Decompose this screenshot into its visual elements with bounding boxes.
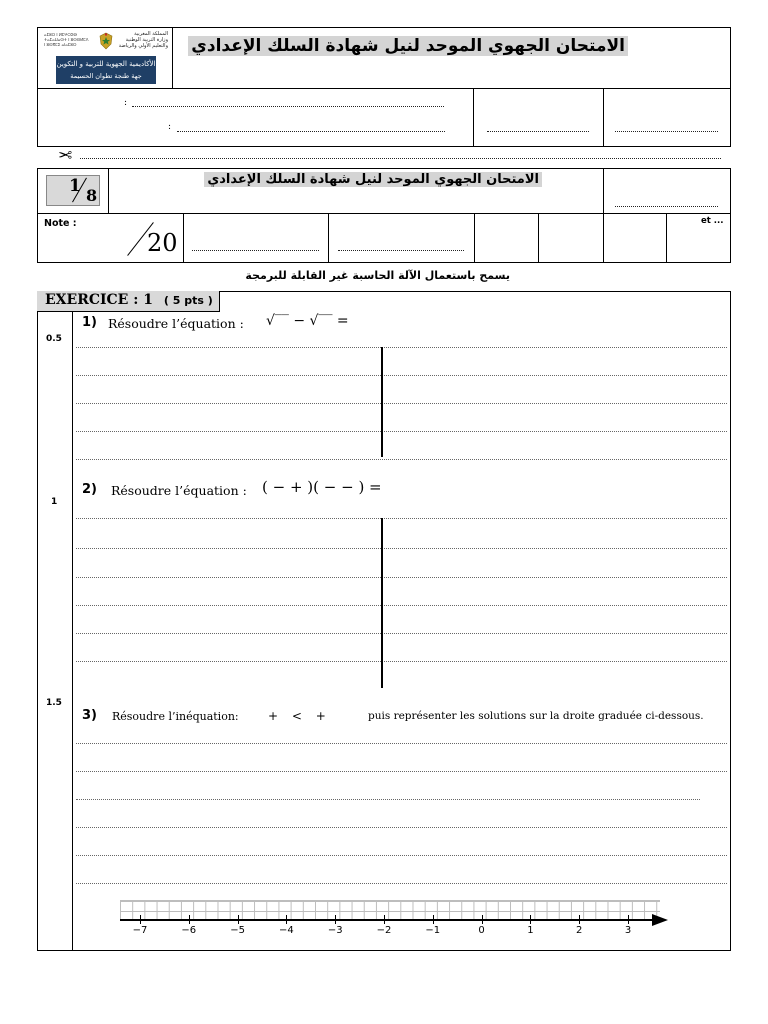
exercise-title-text: EXERCICE : 1	[45, 292, 154, 308]
answer-line	[76, 743, 727, 744]
exam-title-top-text: الامتحان الجهوي الموحد لنيل شهادة السلك الإعدادي	[188, 36, 628, 56]
ministry-logo	[42, 30, 168, 86]
colon-1: :	[124, 98, 128, 108]
note-denominator: 20	[147, 229, 178, 257]
q3-text-after: puis représenter les solutions sur la droite graduée ci-dessous.	[368, 710, 704, 722]
q2-number: 2)	[82, 482, 97, 497]
number-line-label: 1	[527, 925, 534, 936]
note-cell-divider-4	[538, 213, 539, 263]
number-line-label: −1	[425, 925, 441, 936]
answer-line	[76, 605, 727, 606]
page-number-divider	[108, 168, 109, 213]
number-line-tick	[238, 915, 239, 924]
exam-title-second	[204, 170, 542, 190]
number-line-label: 2	[576, 925, 583, 936]
signature-line-2	[338, 250, 464, 251]
note-cell-divider-1	[183, 213, 184, 263]
logo-text-left: ⴰⵎⵓⵔ ⵏ ⵍⵎⵖⵔⵉⴱ ⵜⴰⵎⴰⵡⴰⵙⵜ ⵏ ⵓⵙⵙⵍⵎⴷ ⵏ ⵓⵙⴳⵎⵉ ⴰⵏⴰⵎⵓⵔ	[44, 32, 89, 47]
note-cell-divider-5	[603, 213, 604, 263]
note-cell-divider-2	[328, 213, 329, 263]
number-line-tick	[628, 915, 629, 924]
number-line-tick	[579, 915, 580, 924]
q3-text: Résoudre l’inéquation:	[112, 710, 239, 723]
number-line-tick	[140, 915, 141, 924]
second-header-right-line	[615, 206, 718, 207]
academy-banner	[56, 56, 156, 84]
number-line-tick	[189, 915, 190, 924]
signature-line-1	[192, 250, 319, 251]
exercise-box	[37, 291, 731, 951]
number-line-label: −7	[132, 925, 148, 936]
academy-region: جهة طنجة تطوان الحسيمة	[70, 72, 142, 80]
emblem-icon	[98, 32, 114, 50]
answer-line	[76, 577, 727, 578]
title-right-divider	[603, 168, 604, 213]
q1-answer-divider	[381, 347, 383, 457]
answer-line	[76, 661, 727, 662]
logo-text-right	[118, 31, 168, 49]
logo-line-2: وزارة التربية الوطنية	[125, 37, 168, 43]
colon-2: :	[168, 122, 172, 132]
q2-formula: ( − + )( − − ) =	[262, 478, 382, 496]
page-total: 8	[86, 186, 98, 205]
exam-number-line	[487, 131, 589, 132]
score-column-divider	[72, 312, 73, 951]
score-q2: 1	[51, 497, 58, 507]
logo-divider	[172, 27, 173, 88]
candidate-info-line	[177, 131, 445, 132]
q1-text: Résoudre l’équation :	[108, 316, 244, 331]
header-cell-divider-1	[473, 88, 474, 147]
logo-line-1: المملكة المغربية	[134, 31, 168, 37]
answer-line	[76, 771, 727, 772]
score-q1: 0.5	[46, 334, 62, 344]
note-label: Note :	[44, 218, 77, 229]
et-label: et ...	[701, 216, 724, 226]
arrow-right-icon	[652, 914, 668, 926]
cut-line	[80, 158, 721, 159]
q3-formula: + < +	[268, 709, 326, 723]
second-header-divider	[37, 213, 731, 214]
exam-room-line	[615, 131, 718, 132]
score-q3: 1.5	[46, 698, 62, 708]
number-line	[120, 900, 680, 940]
answer-line	[76, 518, 727, 519]
exercise-title	[45, 292, 213, 308]
candidate-name-line	[132, 106, 444, 107]
answer-line	[76, 347, 727, 348]
exam-title-top	[188, 33, 628, 59]
exercise-points: ( 5 pts )	[163, 294, 213, 307]
answer-line	[76, 883, 727, 884]
number-line-tick	[530, 915, 531, 924]
page-number: 1	[69, 176, 81, 196]
answer-line	[76, 799, 700, 800]
calculator-notice: يسمح باستعمال الآلة الحاسبة غير القابلة للبرمجة	[245, 269, 510, 282]
note-cell-divider-3	[474, 213, 475, 263]
number-line-label: −2	[376, 925, 392, 936]
q2-text: Résoudre l’équation :	[111, 483, 247, 498]
number-line-label: 3	[624, 925, 632, 936]
academy-name: الأكاديمية الجهوية للتربية و التكوين	[56, 60, 156, 68]
number-line-label: −6	[181, 925, 197, 936]
number-line-tick	[286, 915, 287, 924]
answer-line	[76, 431, 727, 432]
top-header-divider	[37, 88, 731, 89]
logo-line-3: والتعليم الأولي والرياضة	[118, 43, 168, 49]
scissors-icon: ✂	[58, 146, 73, 166]
number-line-label: −3	[327, 925, 343, 936]
answer-line	[76, 633, 727, 634]
number-line-label: 0	[478, 925, 485, 936]
answer-line	[76, 548, 727, 549]
header-cell-divider-2	[603, 88, 604, 147]
answer-line	[76, 375, 727, 376]
number-line-tick	[433, 915, 434, 924]
number-line-tick	[384, 915, 385, 924]
q3-number: 3)	[82, 708, 97, 723]
answer-line	[76, 459, 727, 460]
number-line-label: −4	[279, 925, 294, 936]
answer-line	[76, 403, 727, 404]
answer-line	[76, 827, 727, 828]
exam-title-second-text: الامتحان الجهوي الموحد لنيل شهادة السلك الإعدادي	[204, 172, 542, 187]
number-line-tick	[482, 915, 483, 924]
number-line-label: −5	[230, 925, 245, 936]
q1-formula: √‾‾ − √‾‾ =	[266, 313, 349, 329]
q2-answer-divider	[381, 518, 383, 688]
answer-line	[76, 855, 727, 856]
q1-number: 1)	[82, 315, 97, 330]
number-line-tick	[335, 915, 336, 924]
note-cell-divider-6	[666, 213, 667, 263]
